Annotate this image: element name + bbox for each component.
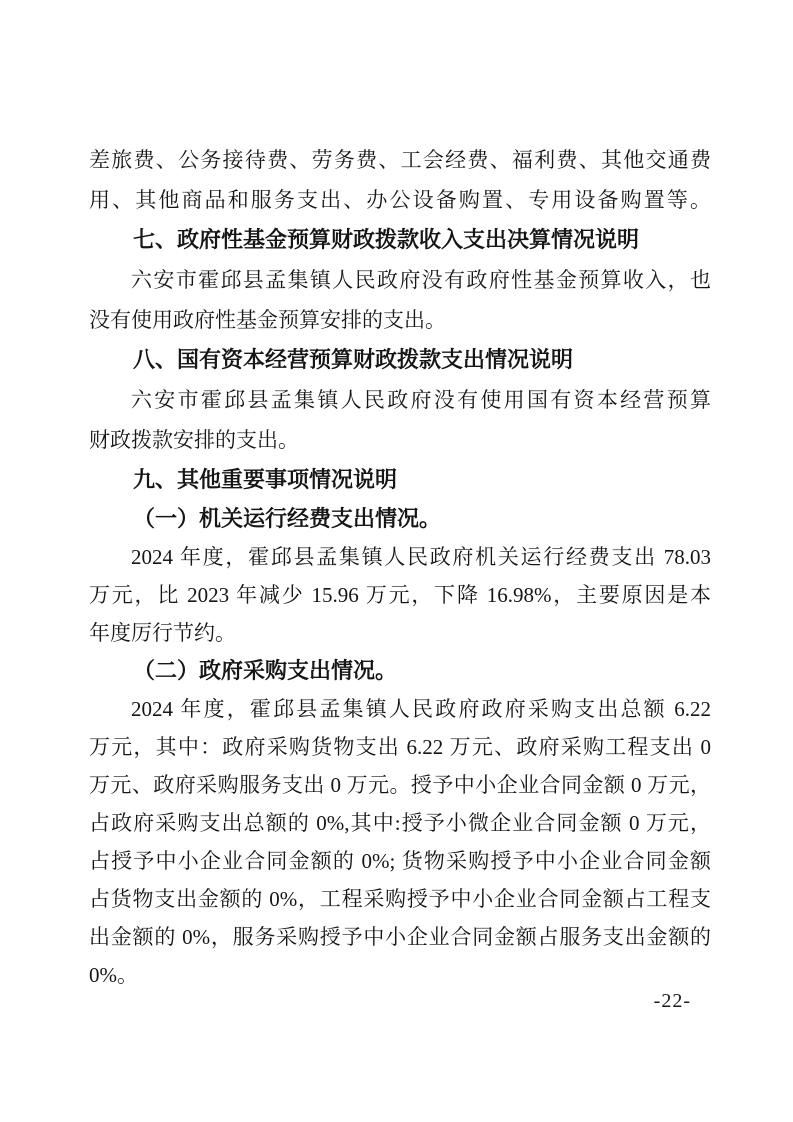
text-line: 占货物支出金额的 0%，工程采购授予中小企业合同金额占工程支 [89,887,711,911]
section-heading: 九、其他重要事项情况说明 [133,467,398,492]
text-line: 财政拨款安排的支出。 [89,428,299,452]
subsection-heading: （二）政府采购支出情况。 [133,658,398,683]
text-line: 六安市霍邱县孟集镇人民政府没有使用国有资本经营预算 [131,388,711,412]
text-line: 占政府采购支出总额的 0%,其中:授予小微企业合同金额 0 万元， [89,811,711,835]
text-line: 用、其他商品和服务支出、办公设备购置、专用设备购置等。 [89,188,711,212]
text-line: 万元，其中：政府采购货物支出 6.22 万元、政府采购工程支出 0 [89,735,711,759]
text-line: 万元、政府采购服务支出 0 万元。授予中小企业合同金额 0 万元， [89,773,711,797]
text-line: 年度厉行节约。 [89,621,236,645]
text-line: 2024 年度，霍邱县孟集镇人民政府政府采购支出总额 6.22 [131,697,711,721]
text-line: 2024 年度，霍邱县孟集镇人民政府机关运行经费支出 78.03 [131,545,711,569]
text-line: 万元，比 2023 年减少 15.96 万元，下降 16.98%，主要原因是本 [89,583,711,607]
text-line: 占授予中小企业合同金额的 0%; 货物采购授予中小企业合同金额 [89,849,711,873]
text-line: 差旅费、公务接待费、劳务费、工会经费、福利费、其他交通费 [89,148,711,172]
section-heading: 八、国有资本经营预算财政拨款支出情况说明 [133,347,574,372]
page-number: -22- [653,990,691,1012]
document-body [89,140,711,994]
subsection-heading: （一）机关运行经费支出情况。 [133,506,442,531]
section-heading: 七、政府性基金预算财政拨款收入支出决算情况说明 [133,227,640,252]
text-line: 没有使用政府性基金预算安排的支出。 [89,308,446,332]
text-line: 出金额的 0%，服务采购授予中小企业合同金额占服务支出金额的 [89,925,711,949]
text-line: 0%。 [89,963,138,987]
text-line: 六安市霍邱县孟集镇人民政府没有政府性基金预算收入，也 [131,268,711,292]
